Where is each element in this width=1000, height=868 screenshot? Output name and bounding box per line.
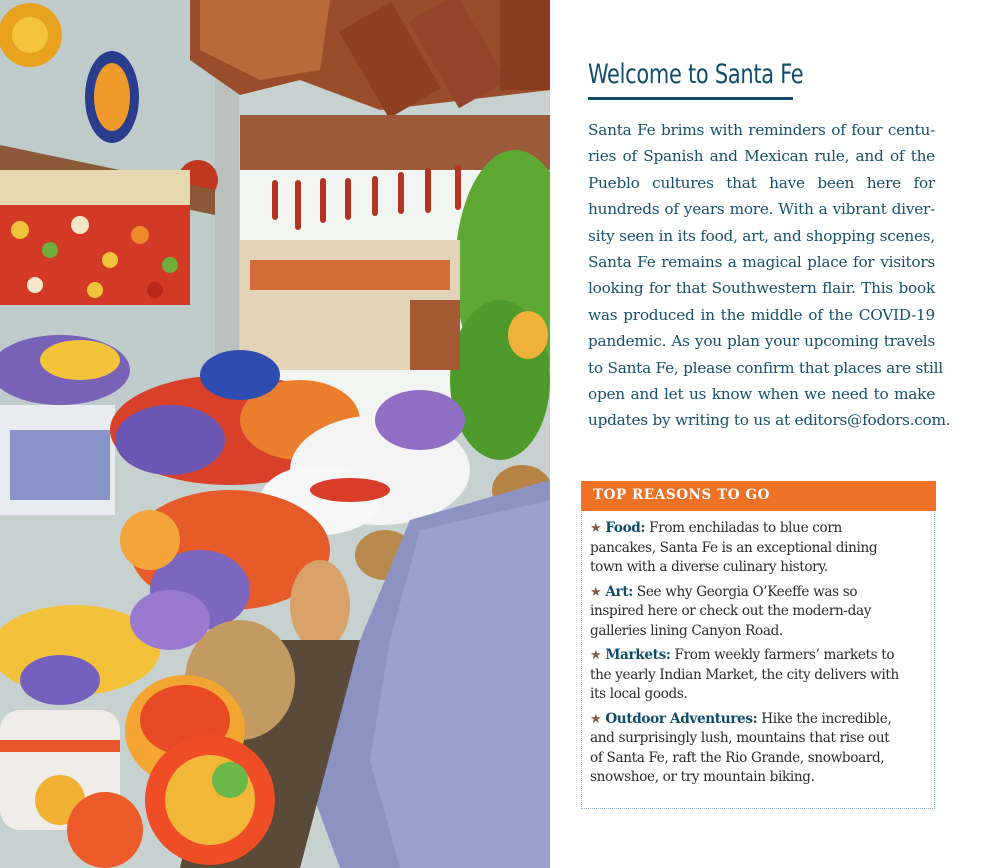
top-reasons-heading: TOP REASONS TO GO (593, 487, 770, 503)
star-icon: ★ (590, 584, 602, 600)
intro-line-email[interactable]: updates by writing to us at editors@fodors.com. (588, 411, 951, 430)
reasons-list (590, 519, 930, 793)
reason-text: galleries lining Canyon Road. (590, 622, 783, 639)
reason-text: From weekly farmers’ markets to (670, 647, 895, 663)
reason-text: town with a diverse culinary history. (590, 559, 828, 575)
star-icon: ★ (590, 711, 602, 727)
title-underline (588, 97, 793, 100)
intro-line: open and let us know when we need to make (588, 385, 935, 404)
reason-text: Hike the incredible, (757, 710, 892, 727)
star-icon: ★ (590, 521, 602, 536)
reason-text: inspired here or check out the modern-day (590, 603, 872, 619)
intro-line: was produced in the middle of the COVID-19 (588, 305, 935, 324)
reason-label: Food: (605, 520, 646, 536)
reason-text: From enchiladas to blue corn (645, 520, 842, 536)
intro-line: ries of Spanish and Mexican rule, and of the (588, 147, 935, 166)
reason-text: See why Georgia O’Keeffe was so (632, 583, 858, 600)
intro-line: to Santa Fe, please confirm that places are still (588, 358, 943, 377)
intro-line: looking for that Southwestern flair. This book (588, 279, 935, 298)
intro-line: Santa Fe brims with reminders of four centu- (588, 121, 935, 139)
reason-outdoor-adventures (590, 710, 930, 788)
page-title: Welcome to Santa Fe (588, 59, 804, 90)
reason-art (590, 583, 930, 642)
reason-text: the yearly Indian Market, the city delivers with (590, 666, 899, 683)
top-reasons-box (581, 481, 935, 809)
reason-markets (590, 646, 930, 705)
intro-line: Santa Fe remains a magical place for visitors (588, 253, 935, 272)
star-icon: ★ (590, 648, 602, 663)
intro-paragraph (588, 117, 951, 434)
reason-food (590, 519, 930, 578)
reason-label: Markets: (605, 647, 671, 663)
reason-text: its local goods. (590, 686, 688, 702)
top-reasons-header (581, 481, 936, 511)
reason-label: Outdoor Adventures: (605, 710, 758, 727)
reason-text: of Santa Fe, raft the Rio Grande, snowboard, (590, 749, 885, 766)
intro-line: pandemic. As you plan your upcoming travels (588, 332, 935, 351)
intro-line: Pueblo cultures that have been here for (588, 173, 935, 192)
reason-text: and surprisingly lush, mountains that rise out (590, 730, 890, 746)
reason-text: snowshoe, or try mountain biking. (590, 769, 815, 785)
reason-label: Art: (605, 583, 633, 600)
intro-line: sity seen in its food, art, and shopping scenes, (588, 226, 935, 245)
intro-line: hundreds of years more. With a vibrant diver- (588, 200, 935, 219)
reason-text: pancakes, Santa Fe is an exceptional dining (590, 539, 878, 556)
